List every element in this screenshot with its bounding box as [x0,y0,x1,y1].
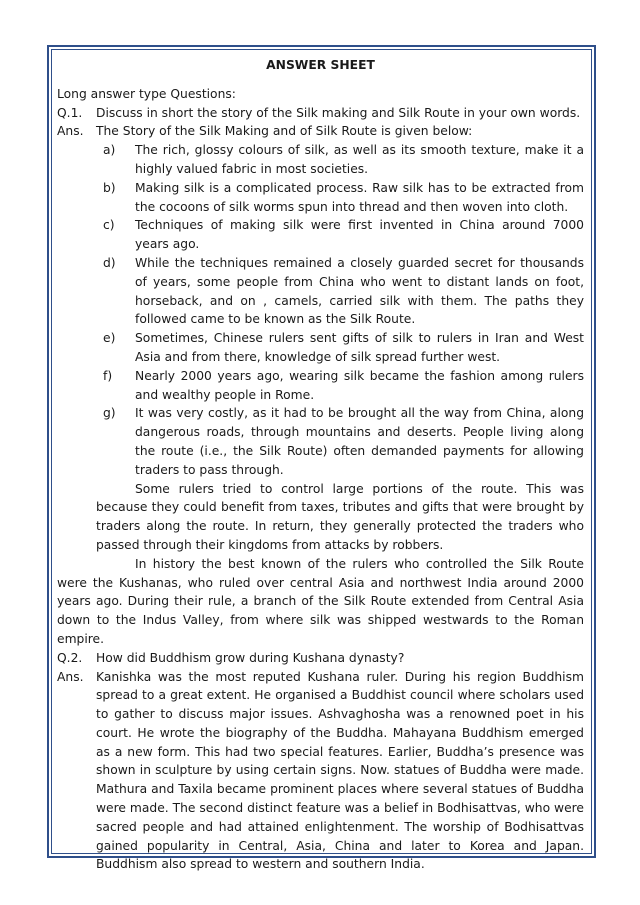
list-item-label: c) [103,218,115,233]
list-item-label: a) [103,143,116,158]
list-item-label: d) [103,255,116,270]
list-item [103,179,584,217]
question-1-text: Discuss in short the story of the Silk making and Silk Route in your own words. [96,105,581,120]
list-item-text: The rich, glossy colours of silk, as well as its smooth texture, make it a highly valued fabric in most societies. [135,143,584,176]
list-item-text: Nearly 2000 years ago, wearing silk became the fashion among rulers and wealthy people in Rome. [135,368,584,402]
question-2 [57,649,584,668]
list-item [103,141,584,179]
answer-1-intro [57,122,584,141]
list-item [103,329,584,367]
question-2-text: How did Buddhism grow during Kushana dynasty? [96,650,405,665]
answer-1-intro-text: The Story of the Silk Making and of Silk Route is given below: [96,124,473,139]
question-1-label: Q.1. [57,105,83,120]
answer-2 [57,668,584,875]
list-item [103,367,584,405]
list-item [103,404,584,479]
question-1 [57,104,584,123]
answer-1-label: Ans. [57,124,84,139]
answer-1-paragraph-rulers: Some rulers tried to control large portions of the route. This was because they could benefit from taxes, tributes and gifts that were brought by traders along the route. In return, they generally protected the traders who passed through their kingdoms from attacks by robbers. [96,481,584,552]
question-2-label: Q.2. [57,650,83,665]
list-item-text: It was very costly, as it had to be brought all the way from China, along dangerous roads, through mountains and deserts. People living along the route (i.e., the Silk Route) often demanded payments for allowing traders to pass through. [135,406,584,477]
list-item-label: e) [103,331,116,346]
answer-sheet-content [57,56,584,874]
list-item [103,254,584,329]
list-item-label: g) [103,406,116,421]
page-title: ANSWER SHEET [266,58,375,72]
list-item-text: Sometimes, Chinese rulers sent gifts of silk to rulers in Iran and West Asia and from there, knowledge of silk spread further west. [135,331,584,364]
list-item-label: b) [103,180,116,195]
list-item [103,216,584,254]
list-item-text: While the techniques remained a closely guarded secret for thousands of years, some people from China who went to distant lands on foot, horseback, and on , camels, carried silk with them. The paths they followed came to be known as the Silk Route. [135,255,584,327]
list-item-text: Techniques of making silk were first invented in China around 7000 years ago. [135,218,584,252]
list-item-label: f) [103,368,113,383]
answer-2-text: Kanishka was the most reputed Kushana ruler. During his region Buddhism spread to a great extent. He organised a Buddhist council where scholars used to gather to discuss major issues. Ashvaghosha was a renowned poet in his court. He wrote the biography of the Buddha. Mahayana Buddhism emerged as a new form. This had two special features. Earlier, Buddha’s presence was shown in sculpture by using certain signs. Now. statues of Buddha were made. Mathura and Taxila became prominent places where several statues of Buddha were made. The second distinct feature was a belief in Bodhisattvas, who were sacred people and had attained enlightenment. The worship of Bodhisattvas gained popularity in Central, Asia, China and later to Korea and Japan. Buddhism also spread to western and southern India. [96,669,584,872]
answer-2-label: Ans. [57,669,84,684]
section-heading: Long answer type Questions: [57,86,236,101]
list-item-text: Making silk is a complicated process. Raw silk has to be extracted from the cocoons of silk worms spun into thread and then woven into cloth. [135,180,584,214]
answer-1-paragraph-kushanas: In history the best known of the rulers who controlled the Silk Route were the Kushanas, who ruled over central Asia and northwest India around 2000 years ago. During their rule, a branch of the Silk Route extended from Central Asia down to the Indus Valley, from where silk was shipped westwards to the Roman empire. [57,556,584,646]
